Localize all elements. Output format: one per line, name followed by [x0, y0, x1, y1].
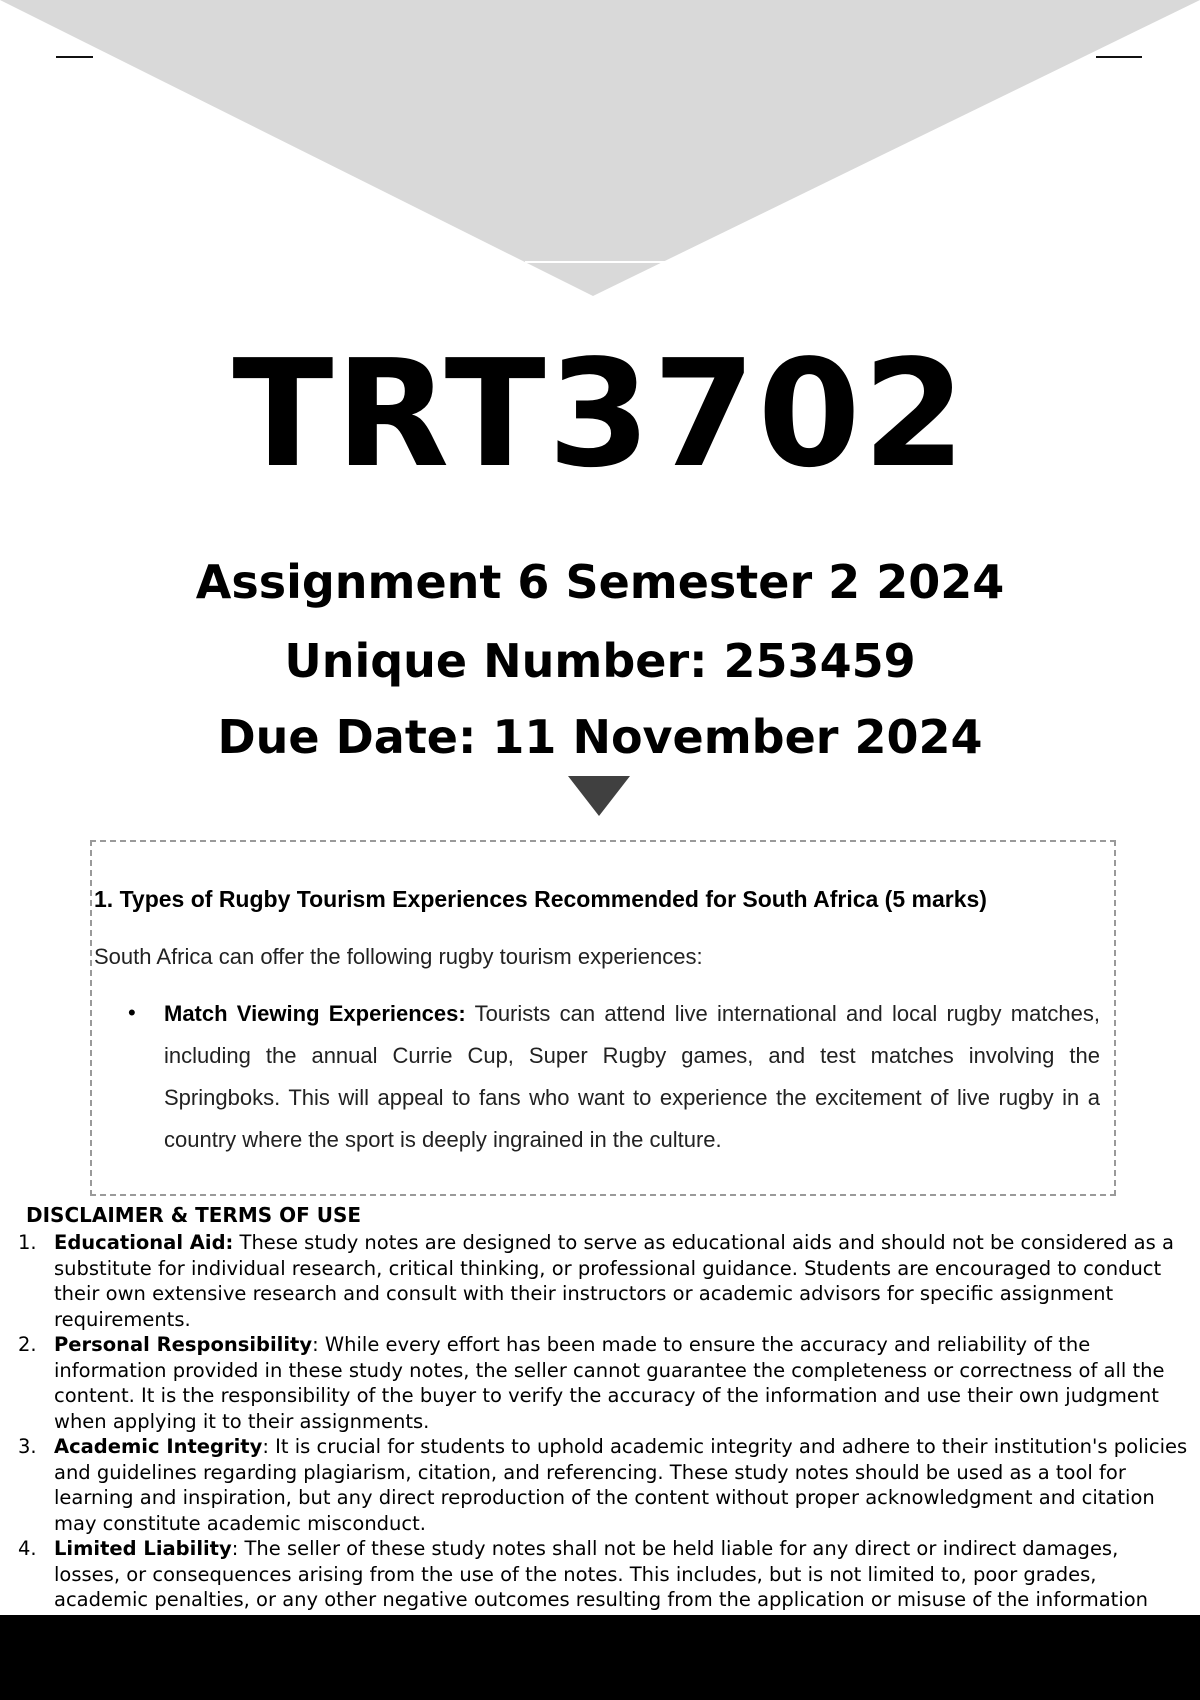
unique-number-line: Unique Number: 253459 [284, 634, 916, 688]
bullet-icon: • [128, 1000, 136, 1025]
disclaimer-item-text: These study notes are designed to serve as educational aids and should not be considered as a substitute for individual research, critical thinking, or professional guidance. Students are encouraged to conduct their own extensive research and consult with their instructors or academic advisors for specific assignment requirements. [54, 1231, 1174, 1331]
preview-content-box [90, 840, 1116, 1196]
disclaimer-item-text: : While every effort has been made to ensure the accuracy and reliability of the information provided in these study notes, the seller cannot guarantee the completeness or correctness of all the content. It is the responsibility of the buyer to verify the accuracy of the information and use their own judgment when applying it to their assignments. [54, 1333, 1165, 1433]
course-code-title: TRT3702 [232, 328, 968, 500]
disclaimer-item-title: Academic Integrity [54, 1435, 263, 1458]
disclaimer-item-text: : The seller of these study notes shall not be held liable for any direct or indirect damages, losses, or consequences arising from the use of the notes. This includes, but is not limited to, poor grades, academic penalties, or any other negative outcomes resulting from the application or misuse of the information [54, 1537, 1149, 1611]
question-intro: South Africa can offer the following rugby tourism experiences: [94, 944, 703, 969]
disclaimer-item [18, 1434, 1188, 1536]
disclaimer-item-number: 4. [18, 1537, 37, 1560]
disclaimer-item [18, 1332, 1188, 1434]
disclaimer-list [18, 1230, 1188, 1613]
disclaimer-item-text: : It is crucial for students to uphold academic integrity and adhere to their institution's policies and guidelines regarding plagiarism, citation, and referencing. These study notes should be used as a tool for learning and inspiration, but any direct reproduction of the content without proper acknowledgment and citation may constitute academic misconduct. [54, 1435, 1188, 1535]
disclaimer-item-title: Educational Aid: [54, 1231, 234, 1254]
assignment-line: Assignment 6 Semester 2 2024 [195, 555, 1005, 609]
disclaimer-item-title: Personal Responsibility [54, 1333, 313, 1356]
bullet-item-text: Tourists can attend live international and local rugby matches, including the annual Currie Cup, Super Rugby games, and test matches involving the Springboks. This will appeal to fans who want to experience the excitement of live rugby in a country where the sport is deeply ingrained in the culture. [164, 1001, 1101, 1152]
disclaimer-item [18, 1230, 1188, 1332]
disclaimer-item-number: 3. [18, 1435, 37, 1458]
bullet-item [164, 993, 1100, 1161]
disclaimer-item [18, 1536, 1188, 1613]
cover-rule-right [1096, 56, 1142, 58]
down-arrow-icon [568, 776, 630, 816]
due-date-line: Due Date: 11 November 2024 [217, 710, 983, 764]
disclaimer-item-number: 2. [18, 1333, 37, 1356]
disclaimer-item-title: Limited Liability [54, 1537, 232, 1560]
disclaimer-item-number: 1. [18, 1231, 37, 1254]
cover-rule-left [56, 56, 93, 58]
viewer-bottom-bar [0, 1615, 1200, 1700]
cover-chevron-graphic [0, 0, 1200, 300]
disclaimer-title: DISCLAIMER & TERMS OF USE [26, 1203, 362, 1227]
question-heading: 1. Types of Rugby Tourism Experiences Recommended for South Africa (5 marks) [94, 886, 987, 912]
bullet-item-title: Match Viewing Experiences: [164, 1001, 466, 1026]
